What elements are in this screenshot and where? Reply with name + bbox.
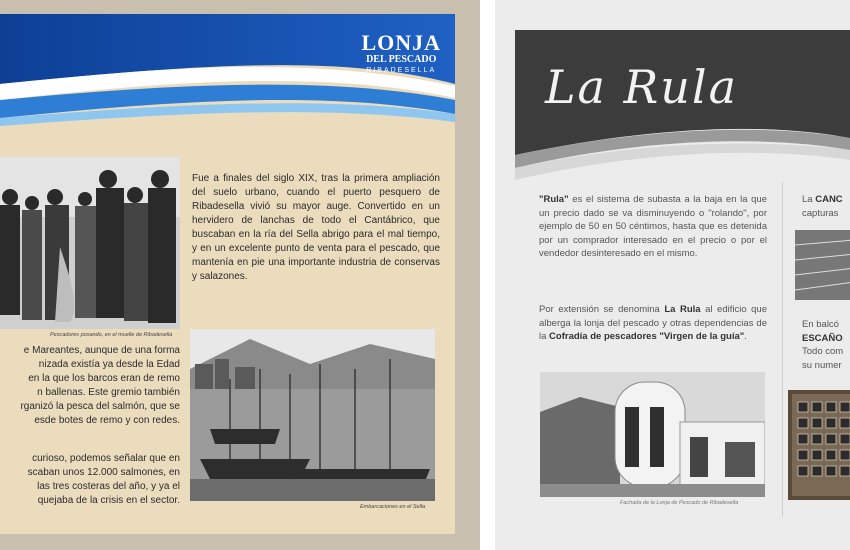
mareantes-paragraph: e Mareantes, aunque de una forma nizada existía ya desde la Edad en la que los barcos eran de remo n ballenas. Este gremio también rganizó la pesca del salmón, que se esde botes de remo y con redes. (20, 345, 180, 426)
cofradia-name: Cofradía de pescadores "Virgen de la guía" (549, 331, 745, 342)
history-paragraph: Fue a finales del siglo XIX, tras la primera ampliación del suelo urbano, cuando el puerto pesquero de Ribadesella vivió su mayor auge. Convertido en un hervidero de lanchas de todo el Cantábrico, que buscaban en la ría del Sella abrigo para el mal tiempo, y en un excelente punto de venta para el pescado, que mantenía en pie una importante industria de conservas y salazones. (192, 173, 440, 282)
escano-paragraph (802, 318, 850, 372)
fishermen-photo-caption: Pescadores posando, en el muelle de Ribadesella (50, 332, 173, 338)
building-text-b: al edificio que alberga la lonja del pescado y otras dependencias de la (539, 304, 768, 342)
lonja-building-photo (540, 372, 765, 497)
salmon-paragraph: curioso, podemos señalar que en scaban unos 12.000 salmones, en las tres costeras del año, y ya el quejaba de la crisis en el sector. (27, 453, 180, 506)
logo-title: LONJA (361, 30, 441, 55)
escano-text-c: su numer (802, 359, 842, 371)
building-text-c: . (744, 331, 747, 342)
right-panel (495, 0, 850, 550)
logo-subtitle: DEL PESCADO (366, 54, 437, 65)
column-divider (782, 182, 783, 517)
fishermen-photo (0, 157, 180, 329)
harbour-photo (190, 329, 435, 501)
rula-definition: es el sistema de subasta a la baja en la que un precio dado se va disminuyendo o "rolando", por ejemplo de 50 en 50 céntimos, hasta que es detenida por un comprador interesado en el precio o por el vendedor desinteresado en el mismo. (539, 194, 767, 259)
rula-definition-paragraph (539, 193, 767, 261)
escano-text-b: Todo com (802, 346, 844, 357)
building-term: La Rula (664, 304, 701, 315)
side-photo-top (795, 230, 850, 300)
building-text-a: Por extensión se denomina (539, 304, 665, 315)
logo-town: RIBADESELLA (366, 67, 437, 74)
left-board (0, 14, 455, 534)
canc-paragraph (802, 193, 850, 220)
canc-term: CANC (815, 194, 843, 205)
escano-term: ESCAÑO (802, 332, 843, 344)
canc-text-b: capturas (802, 207, 839, 219)
lonja-building-caption: Fachada de la Lonja de Pescado de Ribadesella (620, 500, 739, 506)
rula-building-paragraph (539, 303, 767, 344)
escano-board-photo (788, 390, 850, 500)
rula-title: La Rula (545, 60, 738, 114)
harbour-photo-caption: Embarcaciones en el Sella (360, 504, 426, 510)
lonja-logo (361, 32, 441, 76)
rula-term: "Rula" (539, 194, 569, 205)
canc-text-a: La (802, 194, 816, 205)
escano-text-a: En balcó (802, 319, 839, 330)
